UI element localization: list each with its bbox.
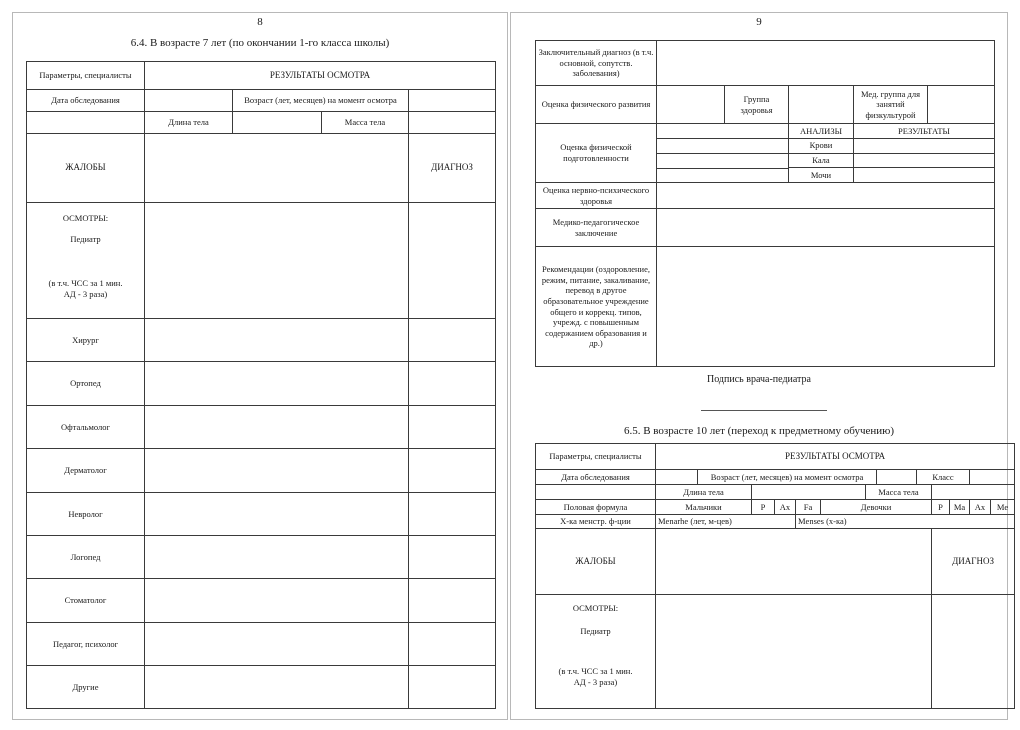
pediatrician-diagnosis-field[interactable] (409, 203, 496, 319)
analyses-header: АНАЛИЗЫ (789, 124, 854, 139)
girls-mark-ma: Ma (950, 500, 970, 515)
menses-label: Menses (х-ка) (796, 515, 1015, 529)
specialist-result-field[interactable] (145, 449, 409, 493)
sex-formula-label: Половая формула (536, 500, 656, 515)
weight-label: Масса тела (866, 485, 932, 500)
pediatrician-result-field[interactable] (145, 203, 409, 319)
exam-date-field[interactable] (145, 90, 233, 112)
girls-mark-p: P (932, 500, 950, 515)
specialist-result-field[interactable] (145, 536, 409, 579)
complaints-field[interactable] (145, 134, 409, 203)
pediatrician-label: Педиатр (580, 625, 611, 636)
specialist-diagnosis-field[interactable] (409, 666, 496, 709)
age-field[interactable] (877, 470, 917, 485)
pediatrician-result-field[interactable] (656, 595, 932, 709)
age-label: Возраст (лет, месяцев) на момент осмотра (233, 90, 409, 112)
menstr-label: Х-ка менстр. ф-ции (536, 515, 656, 529)
specialist-diagnosis-field[interactable] (409, 449, 496, 493)
girls-label: Девочки (821, 500, 932, 515)
signature-label: Подпись врача-педиатра (707, 374, 811, 385)
height-field[interactable] (752, 485, 866, 500)
specialist-diagnosis-field[interactable] (409, 319, 496, 362)
age-label: Возраст (лет, месяцев) на момент осмотра (698, 470, 877, 485)
age-field[interactable] (409, 90, 496, 112)
page-8 (12, 12, 508, 720)
specialist-diagnosis-field[interactable] (409, 362, 496, 406)
specialist-label: Хирург (27, 319, 145, 362)
signature-line[interactable] (701, 410, 827, 411)
specialist-result-field[interactable] (145, 362, 409, 406)
complaints-label: ЖАЛОБЫ (536, 529, 656, 595)
results-header: РЕЗУЛЬТАТЫ (854, 124, 995, 139)
pediatrician-label: Педиатр (70, 233, 101, 244)
weight-field[interactable] (409, 112, 496, 134)
specialist-diagnosis-field[interactable] (409, 406, 496, 449)
diagnosis-label: ДИАГНОЗ (409, 134, 496, 203)
med-group-field[interactable] (928, 86, 995, 124)
boys-label: Мальчики (656, 500, 752, 515)
height-label: Длина тела (656, 485, 752, 500)
diagnosis-label: ДИАГНОЗ (932, 529, 1015, 595)
exam-date-field[interactable] (656, 470, 698, 485)
analysis-urine-label: Мочи (789, 168, 854, 183)
specialist-label: Невролог (27, 493, 145, 536)
specialist-label: Дерматолог (27, 449, 145, 493)
phys-dev-label: Оценка физического развития (536, 86, 657, 124)
exams-label: ОСМОТРЫ: (62, 213, 109, 223)
page-9 (510, 12, 1008, 720)
exams-label: ОСМОТРЫ: (572, 603, 619, 613)
section-title: 6.4. В возрасте 7 лет (по окончании 1-го класса школы) (130, 37, 390, 49)
results-header: РЕЗУЛЬТАТЫ ОСМОТРА (145, 62, 496, 90)
params-header: Параметры, специалисты (536, 444, 656, 470)
weight-field[interactable] (932, 485, 1015, 500)
specialist-diagnosis-field[interactable] (409, 536, 496, 579)
blank-cell (536, 485, 656, 500)
specialist-result-field[interactable] (145, 319, 409, 362)
exam-date-label: Дата обследования (27, 90, 145, 112)
recommendations-label: Рекомендации (оздоровление, режим, питание, закаливание, перевод в другое образовательное учреждение общего и коррекц. типов, учрежд. с повышенным содержанием образования и др.) (536, 247, 657, 367)
specialist-label: Ортопед (27, 362, 145, 406)
boys-mark-p: P (752, 500, 775, 515)
boys-mark-ax: Ax (775, 500, 796, 515)
health-group-field[interactable] (789, 86, 854, 124)
specialist-result-field[interactable] (145, 579, 409, 623)
girls-mark-ax: Ax (970, 500, 991, 515)
med-group-label: Мед. группа для занятий физкультурой (854, 86, 928, 124)
class-field[interactable] (970, 470, 1015, 485)
girls-mark-me: Me (991, 500, 1015, 515)
section-title: 6.5. В возрасте 10 лет (переход к предметному обучению) (623, 425, 895, 437)
page-number: 9 (756, 16, 762, 28)
neuro-label: Оценка нервно-психического здоровья (536, 183, 657, 209)
exam-table-10-years (535, 443, 1015, 709)
med-ped-field[interactable] (657, 209, 995, 247)
height-field[interactable] (233, 112, 322, 134)
specialist-diagnosis-field[interactable] (409, 579, 496, 623)
specialist-label: Другие (27, 666, 145, 709)
specialist-result-field[interactable] (145, 493, 409, 536)
analysis-stool-label: Кала (789, 153, 854, 168)
exams-label-cell (536, 595, 656, 709)
exam-table-7-years (26, 61, 496, 709)
analysis-blood-field[interactable] (854, 138, 995, 153)
specialist-result-field[interactable] (145, 666, 409, 709)
hr-note: (в т.ч. ЧСС за 1 мин. АД - 3 раза) (48, 278, 123, 299)
boys-mark-fa: Fa (796, 500, 821, 515)
exam-date-label: Дата обследования (536, 470, 656, 485)
results-header: РЕЗУЛЬТАТЫ ОСМОТРА (656, 444, 1015, 470)
recommendations-field[interactable] (657, 247, 995, 367)
analysis-blood-label: Крови (789, 138, 854, 153)
final-diagnosis-label: Заключительный диагноз (в т.ч. основной, сопутств. заболевания) (536, 41, 657, 86)
analysis-urine-field[interactable] (854, 168, 995, 183)
weight-label: Масса тела (322, 112, 409, 134)
specialist-result-field[interactable] (145, 623, 409, 666)
pediatrician-diagnosis-field[interactable] (932, 595, 1015, 709)
menarhe-label: Menarhe (лет, м-цев) (656, 515, 796, 529)
specialist-label: Педагог, психолог (27, 623, 145, 666)
specialist-diagnosis-field[interactable] (409, 623, 496, 666)
summary-table (535, 40, 995, 367)
complaints-field[interactable] (656, 529, 932, 595)
exams-label-cell (27, 203, 145, 319)
neuro-field[interactable] (657, 183, 995, 209)
complaints-label: ЖАЛОБЫ (27, 134, 145, 203)
page-number: 8 (257, 16, 263, 28)
params-header: Параметры, специалисты (27, 62, 145, 90)
specialist-result-field[interactable] (145, 406, 409, 449)
med-ped-label: Медико-педагогическое заключение (536, 209, 657, 247)
blank-cell (27, 112, 145, 134)
specialist-label: Офтальмолог (27, 406, 145, 449)
specialist-label: Логопед (27, 536, 145, 579)
specialist-label: Стоматолог (27, 579, 145, 623)
final-diagnosis-field[interactable] (657, 41, 995, 86)
phys-fitness-label: Оценка физической подготовленности (536, 124, 657, 183)
analysis-stool-field[interactable] (854, 153, 995, 168)
height-label: Длина тела (145, 112, 233, 134)
class-label: Класс (917, 470, 970, 485)
hr-note: (в т.ч. ЧСС за 1 мин. АД - 3 раза) (558, 666, 633, 687)
health-group-label: Группа здоровья (725, 86, 789, 124)
phys-fitness-field[interactable] (657, 124, 789, 183)
specialist-diagnosis-field[interactable] (409, 493, 496, 536)
phys-dev-field[interactable] (657, 86, 725, 124)
